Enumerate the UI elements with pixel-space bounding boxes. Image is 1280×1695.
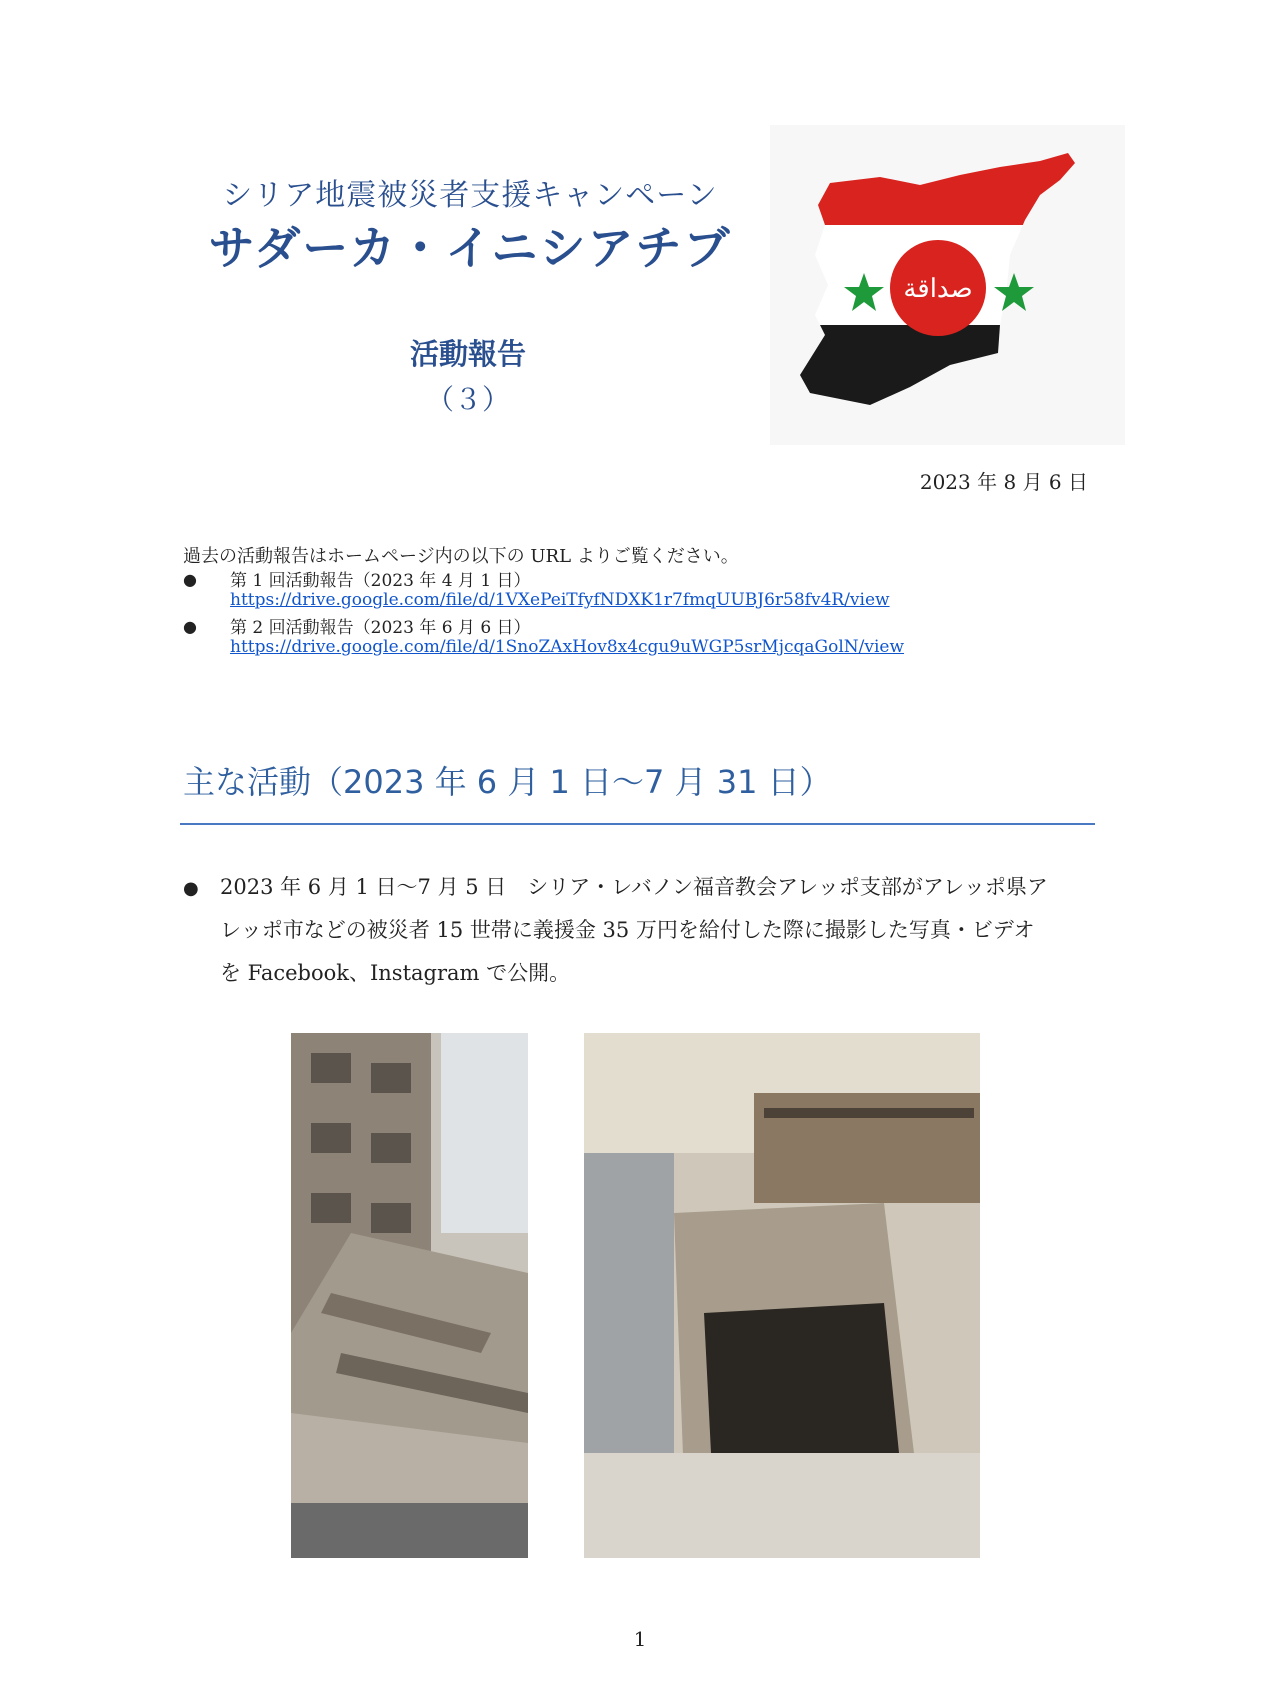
damaged-interior-photo xyxy=(584,1033,980,1558)
report-2-label: 第 2 回活動報告（2023 年 6 月 6 日） xyxy=(230,618,531,638)
bullet-icon: ● xyxy=(183,617,197,636)
collapsed-building-photo xyxy=(291,1033,528,1558)
sadaqa-logo xyxy=(770,125,1125,445)
section-divider xyxy=(180,823,1095,825)
past-reports-intro: 過去の活動報告はホームページ内の以下の URL よりご覧ください。 xyxy=(183,546,739,567)
report-1-link[interactable]: https://drive.google.com/file/d/1VXePeiTfyfNDXK1r7fmqUUBJ6r58fv4R/view xyxy=(230,590,890,610)
report-2-link[interactable]: https://drive.google.com/file/d/1SnoZAxHov8x4cgu9uWGP5srMjcqaGolN/view xyxy=(230,637,905,657)
activity-line-2: レッポ市などの被災者 15 世帯に義援金 35 万円を給付した際に撮影した写真・ビデオ xyxy=(220,918,1035,942)
activity-line-1: 2023 年 6 月 1 日～7 月 5 日 シリア・レバノン福音教会アレッポ支部がアレッポ県ア xyxy=(220,875,1048,899)
svg-text:صداقة: صداقة xyxy=(903,274,973,304)
report-label: 活動報告 xyxy=(409,337,526,371)
report-1-label: 第 1 回活動報告（2023 年 4 月 1 日） xyxy=(230,571,531,591)
campaign-title: サダーカ・イニシアチブ xyxy=(208,221,732,275)
section-heading: 主な活動（2023 年 6 月 1 日～7 月 31 日） xyxy=(183,763,832,801)
report-number: （３） xyxy=(425,383,510,416)
activity-line-3: を Facebook、Instagram で公開。 xyxy=(220,961,571,985)
syria-flag-map-icon xyxy=(770,125,1125,445)
campaign-subtitle: シリア地震被災者支援キャンペーン xyxy=(222,178,718,213)
bullet-icon: ● xyxy=(183,570,197,589)
report-date: 2023 年 8 月 6 日 xyxy=(919,470,1088,494)
bullet-icon: ● xyxy=(183,878,199,899)
page-number: 1 xyxy=(633,1627,647,1651)
